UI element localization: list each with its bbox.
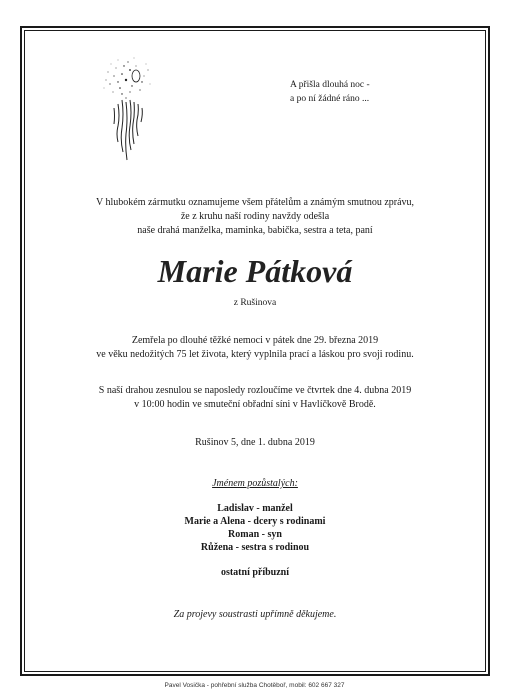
candle-flame-icon [78,52,178,164]
funeral-service-footer: Pavel Vosička - pohřební služba Chotěboř, mobil: 602 667 327 [164,682,345,689]
funeral-line: v 10:00 hodin ve smuteční obřadní síni v Havlíčkově Brodě. [134,399,376,410]
mourner-item: Marie a Alena - dcery s rodinami [184,516,326,527]
intro-line: V hlubokém zármutku oznamujeme všem přátelům a známým smutnou zprávu, [95,197,415,208]
mourner-item: Růžena - sestra s rodinou [200,542,310,553]
intro-line: naše drahá manželka, maminka, babička, sestra a teta, paní [137,225,373,236]
other-relatives: ostatní příbuzní [220,567,290,578]
death-notice-line: ve věku nedožitých 75 let života, který vyplnila prací a láskou pro svoji rodinu. [96,349,414,360]
announcement-intro [40,196,470,238]
mourner-item: Roman - syn [228,529,282,540]
mourner-item: Ladislav - manžel [217,503,293,514]
place-and-date: Rušinov 5, dne 1. dubna 2019 [195,437,315,448]
deceased-origin: z Rušinova [233,298,277,308]
intro-line: že z kruhu naší rodiny navždy odešla [180,211,330,222]
death-notice [40,334,470,362]
funeral-details [40,384,470,412]
bereaved-heading: Jménem pozůstalých: [212,478,298,489]
deceased-name: Marie Pátková [157,253,353,289]
funeral-line: S naší drahou zesnulou se naposledy rozloučíme ve čtvrtek dne 4. dubna 2019 [98,385,412,396]
death-notice-line: Zemřela po dlouhé těžké nemoci v pátek dne 29. března 2019 [131,335,379,346]
motto-line: a po ní žádné ráno ... [290,94,370,104]
motto-line: A přišla dlouhá noc - [290,80,370,90]
mourners-list [40,502,470,554]
motto-verse [290,78,400,106]
thanks-line: Za projevy soustrasti upřímně děkujeme. [173,609,337,620]
